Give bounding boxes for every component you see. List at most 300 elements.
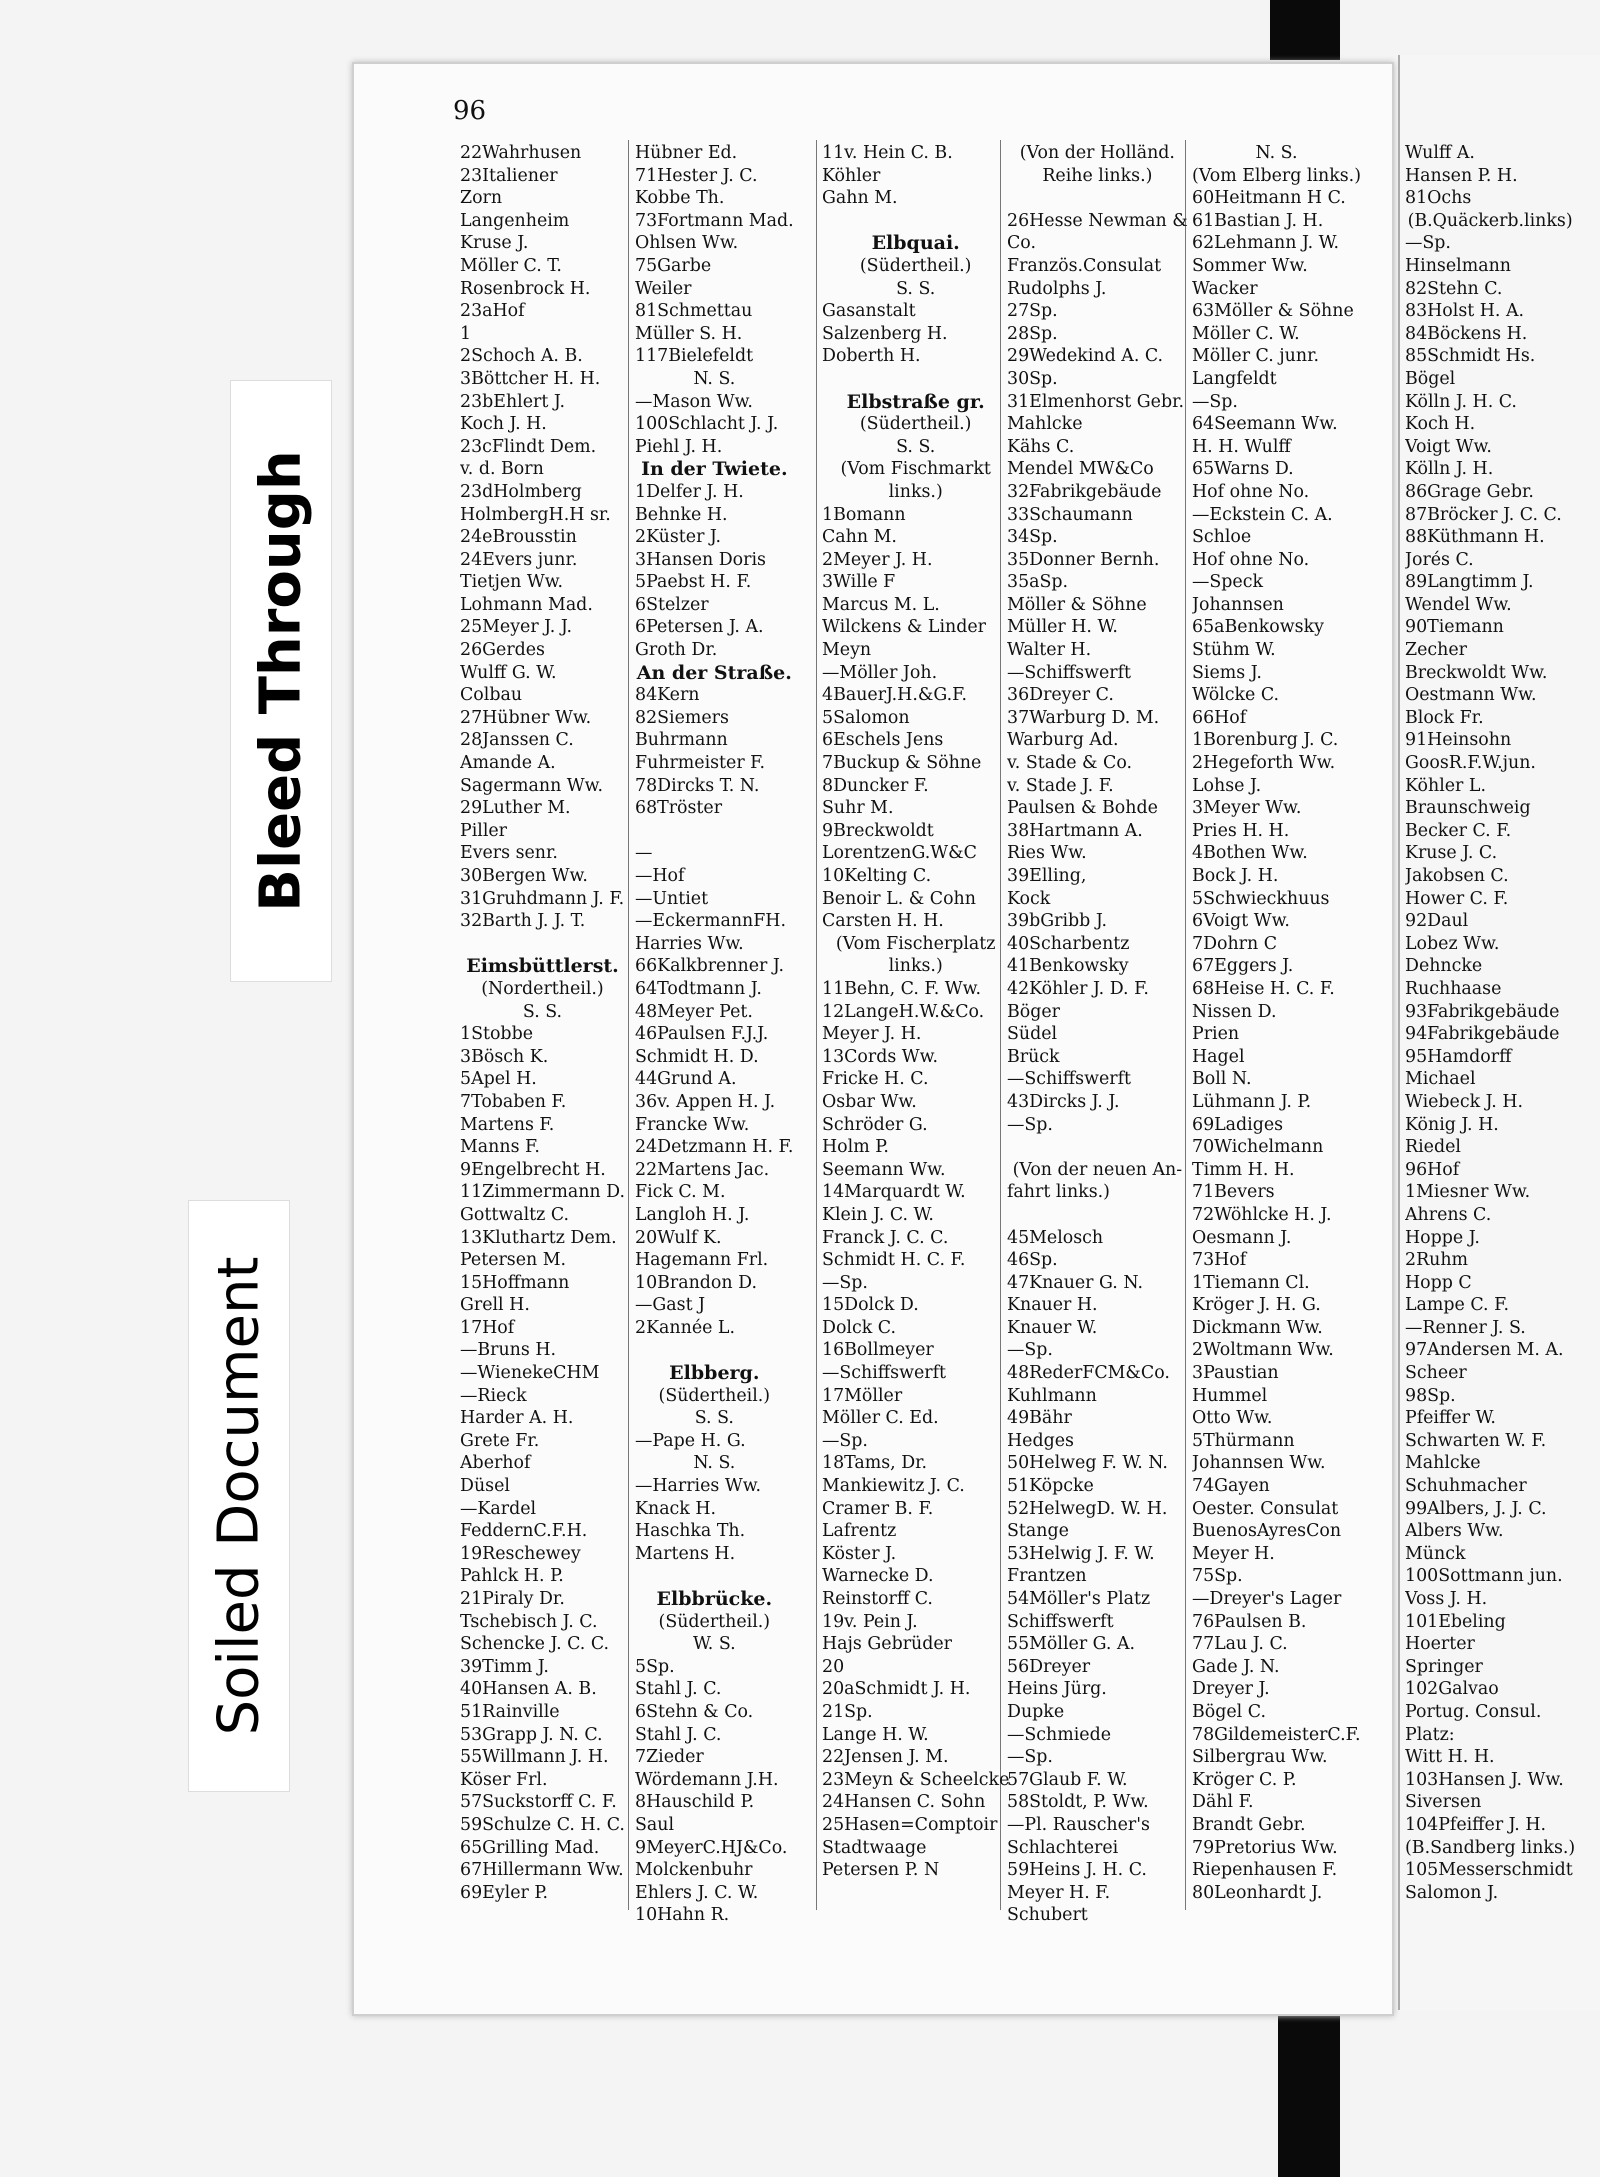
- directory-entry: 5Paebst H. F.: [635, 572, 752, 593]
- directory-entry: Ries Ww.: [1007, 843, 1087, 864]
- directory-entry: 23cFlindt Dem.: [460, 436, 597, 457]
- directory-entry: Möller C. Ed.: [822, 1408, 939, 1429]
- directory-entry: 5Thürmann: [1192, 1430, 1295, 1451]
- directory-column-1: [460, 142, 625, 1904]
- directory-entry: [1007, 1204, 1188, 1227]
- directory-entry: 2Küster J.: [635, 527, 722, 548]
- directory-entry: Kobbe Th.: [635, 188, 725, 209]
- directory-entry: 9Breckwoldt: [822, 820, 934, 841]
- directory-entry: 84Kern: [635, 685, 700, 706]
- directory-entry: [635, 1565, 794, 1588]
- bleed-through-text: Bleed Through: [248, 450, 314, 912]
- directory-entry: 31Gruhdmann J. F.: [460, 888, 625, 909]
- directory-entry: 5Sp.: [635, 1656, 675, 1677]
- directory-entry: 51Köpcke: [1007, 1476, 1094, 1497]
- directory-entry: 83Holst H. A.: [1405, 301, 1525, 322]
- directory-entry: 8Duncker F.: [822, 775, 929, 796]
- directory-entry: 62Lehmann J. W.: [1192, 233, 1339, 254]
- directory-entry: 53Helwig J. F. W.: [1007, 1543, 1155, 1564]
- directory-entry: fahrt links.): [1007, 1182, 1110, 1203]
- directory-entry: Schlachterei: [1007, 1837, 1119, 1858]
- directory-entry: 85Schmidt Hs.: [1405, 346, 1536, 367]
- directory-entry: 23aHof: [460, 301, 525, 322]
- directory-entry: 27Hübner Ww.: [460, 707, 592, 728]
- directory-entry: Molckenbuhr: [635, 1860, 753, 1881]
- directory-entry: Portug. Consul.: [1405, 1701, 1542, 1722]
- directory-entry: —Schiffswerft: [1007, 662, 1132, 683]
- directory-entry: 22Martens Jac.: [635, 1159, 770, 1180]
- directory-entry: (Nordertheil.): [481, 978, 604, 999]
- directory-entry: 22Wahrhusen: [460, 143, 582, 163]
- directory-entry: —Schiffswerft: [1007, 1069, 1132, 1090]
- directory-entry: 41Benkowsky: [1007, 956, 1129, 977]
- directory-entry: 99Albers, J. J. C.: [1405, 1498, 1547, 1519]
- directory-entry: 2Kannée L.: [635, 1317, 736, 1338]
- directory-entry: Lampe C. F.: [1405, 1295, 1509, 1316]
- directory-entry: 5Schwieckhuus: [1192, 888, 1330, 909]
- directory-entry: 88Küthmann H.: [1405, 527, 1545, 548]
- directory-entry: Suhr M.: [822, 798, 894, 819]
- directory-entry: Haschka Th.: [635, 1521, 746, 1542]
- directory-entry: Johannsen Ww.: [1192, 1453, 1326, 1474]
- directory-entry: Meyer H. F.: [1007, 1882, 1111, 1903]
- directory-entry: 24Detzmann H. F.: [635, 1137, 794, 1158]
- directory-entry: Hagel: [1192, 1046, 1245, 1067]
- directory-entry: —Hof: [635, 866, 685, 886]
- soiled-document-label: [188, 1200, 290, 1792]
- directory-entry: —Sp.: [1007, 1114, 1053, 1135]
- directory-entry: Münck: [1405, 1543, 1466, 1564]
- directory-entry: 58Stoldt, P. Ww.: [1007, 1792, 1149, 1813]
- directory-entry: Stange: [1007, 1521, 1069, 1542]
- directory-entry: Südel: [1007, 1024, 1058, 1045]
- directory-entry: 90Tiemann: [1405, 617, 1504, 638]
- directory-entry: 117Bielefeldt: [635, 346, 754, 367]
- directory-entry: 56Dreyer: [1007, 1656, 1091, 1677]
- directory-entry: —Bruns H.: [460, 1340, 557, 1361]
- directory-entry: 35Donner Bernh.: [1007, 549, 1160, 570]
- directory-entry: 57Suckstorff C. F.: [460, 1792, 617, 1813]
- directory-entry: Marcus M. L.: [822, 594, 940, 615]
- directory-entry: Warburg Ad.: [1007, 730, 1119, 751]
- directory-entry: 10Hahn R.: [635, 1905, 730, 1926]
- directory-entry: Knauer W.: [1007, 1317, 1098, 1338]
- directory-entry: —: [635, 843, 653, 864]
- directory-entry: (Südertheil.): [859, 255, 972, 276]
- directory-entry: 3Bösch K.: [460, 1046, 549, 1067]
- directory-entry: Meyer J. H.: [822, 1024, 922, 1045]
- directory-entry: 81Ochs: [1405, 188, 1472, 209]
- directory-entry: Bögel: [1405, 368, 1456, 389]
- directory-entry: 67Hillermann Ww.: [460, 1860, 624, 1881]
- directory-entry: 72Wöhlcke H. J.: [1192, 1204, 1332, 1225]
- directory-entry: Prien: [1192, 1024, 1240, 1045]
- directory-entry: Kölln J. H. C.: [1405, 391, 1517, 412]
- directory-entry: —EckermannFH.: [635, 911, 786, 932]
- directory-entry: —Sp.: [822, 1430, 868, 1451]
- directory-entry: 64Todtmann J.: [635, 978, 762, 999]
- directory-entry: H. H. Wulff: [1192, 436, 1291, 457]
- directory-entry: Timm H. H.: [1192, 1159, 1295, 1180]
- directory-entry: Salzenberg H.: [822, 323, 948, 344]
- directory-entry: 102Galvao: [1405, 1679, 1499, 1700]
- directory-entry: Breckwoldt Ww.: [1405, 662, 1548, 683]
- directory-entry: W. S.: [692, 1634, 736, 1655]
- directory-entry: 29Luther M.: [460, 798, 571, 819]
- directory-entry: 32Fabrikgebäude: [1007, 481, 1162, 502]
- directory-entry: Bock J. H.: [1192, 866, 1279, 886]
- directory-entry: 54Möller's Platz: [1007, 1589, 1151, 1609]
- directory-entry: Petersen M.: [460, 1250, 567, 1271]
- directory-entry: 24Evers junr.: [460, 549, 578, 570]
- directory-entry: —Gast J: [635, 1295, 706, 1316]
- directory-entry: 21Sp.: [822, 1701, 873, 1722]
- directory-entry: 67Eggers J.: [1192, 956, 1294, 977]
- directory-entry: 48Meyer Pet.: [635, 1001, 753, 1022]
- directory-entry: 63Möller & Söhne: [1192, 301, 1354, 322]
- directory-entry: 29Wedekind A. C.: [1007, 346, 1164, 367]
- directory-entry: 11v. Hein C. B.: [822, 143, 953, 163]
- directory-entry: 20Wulf K.: [635, 1227, 722, 1248]
- directory-entry: Ehlers J. C. W.: [635, 1882, 759, 1903]
- directory-entry: (Südertheil.): [859, 414, 972, 435]
- directory-entry: Schuhmacher: [1405, 1476, 1527, 1497]
- directory-entry: 50Helweg F. W. N.: [1007, 1453, 1168, 1474]
- directory-entry: links.): [888, 481, 943, 502]
- directory-entry: Walter H.: [1007, 640, 1092, 661]
- column-divider: [628, 140, 629, 1910]
- directory-entry: 32Barth J. J. T.: [460, 911, 586, 932]
- directory-entry: Hedges: [1007, 1430, 1074, 1451]
- directory-entry: 6Eschels Jens: [822, 730, 944, 751]
- directory-entry: Elbquai.: [871, 232, 960, 255]
- directory-entry: Siversen: [1405, 1792, 1482, 1813]
- directory-entry: Braunschweig: [1405, 798, 1531, 819]
- directory-entry: Riepenhausen F.: [1192, 1860, 1338, 1881]
- directory-entry: 7Buckup & Söhne: [822, 753, 982, 774]
- directory-entry: Schmidt H. C. F.: [822, 1250, 966, 1271]
- directory-entry: Cahn M.: [822, 527, 897, 548]
- directory-entry: Köser Frl.: [460, 1769, 548, 1790]
- directory-entry: Kölln J. H.: [1405, 459, 1494, 480]
- directory-entry: 75Garbe: [635, 255, 712, 276]
- directory-entry: links.): [888, 956, 943, 977]
- directory-entry: —Sp.: [822, 1272, 868, 1293]
- directory-entry: 103Hansen J. Ww.: [1405, 1769, 1564, 1790]
- directory-entry: 27Sp.: [1007, 301, 1058, 322]
- directory-entry: 25Meyer J. J.: [460, 617, 573, 638]
- directory-entry: Kröger C. P.: [1192, 1769, 1297, 1790]
- directory-entry: Mahlcke: [1007, 414, 1083, 435]
- directory-entry: 3Paustian: [1192, 1363, 1279, 1384]
- directory-entry: —Pape H. G.: [635, 1430, 746, 1451]
- directory-entry: Möller C. W.: [1192, 323, 1300, 344]
- directory-entry: 79Pretorius Ww.: [1192, 1837, 1338, 1858]
- directory-entry: 104Pfeiffer J. H.: [1405, 1814, 1547, 1835]
- directory-entry: 45Melosch: [1007, 1227, 1104, 1248]
- directory-entry: 10Brandon D.: [635, 1272, 757, 1293]
- directory-entry: Dreyer J.: [1192, 1679, 1270, 1700]
- directory-entry: —Speck: [1192, 572, 1264, 593]
- directory-entry: Johannsen: [1192, 594, 1284, 615]
- directory-entry: 100Sottmann jun.: [1405, 1566, 1563, 1587]
- directory-entry: Möller & Söhne: [1007, 594, 1147, 615]
- directory-entry: Frantzen: [1007, 1566, 1087, 1587]
- directory-entry: Manns F.: [460, 1137, 540, 1158]
- directory-entry: [635, 820, 794, 843]
- directory-entry: Voss J. H.: [1405, 1589, 1488, 1609]
- directory-entry: —Sp.: [1405, 233, 1451, 254]
- directory-entry: Francke Ww.: [635, 1114, 750, 1135]
- directory-entry: Wördemann J.H.: [635, 1769, 779, 1790]
- directory-entry: 7Tobaben F.: [460, 1091, 567, 1112]
- directory-column-6: [1405, 142, 1575, 1904]
- directory-entry: 80Leonhardt J.: [1192, 1882, 1323, 1903]
- directory-entry: 10Kelting C.: [822, 866, 932, 886]
- directory-entry: Zecher: [1405, 640, 1467, 661]
- directory-entry: [460, 933, 625, 956]
- directory-entry: 24eBrousstin: [460, 527, 577, 548]
- directory-entry: 6Petersen J. A.: [635, 617, 764, 638]
- directory-entry: 35aSp.: [1007, 572, 1069, 593]
- directory-entry: —Eckstein C. A.: [1192, 504, 1333, 525]
- directory-entry: N. S.: [1255, 143, 1298, 163]
- directory-entry: 23dHolmberg: [460, 481, 582, 502]
- directory-entry: 7Zieder: [635, 1747, 704, 1768]
- directory-entry: 53Grapp J. N. C.: [460, 1724, 603, 1745]
- directory-entry: 40Scharbentz: [1007, 933, 1130, 954]
- directory-entry: Lobez Ww.: [1405, 933, 1500, 954]
- directory-column-3: [822, 142, 1009, 1882]
- directory-entry: 77Lau J. C.: [1192, 1634, 1288, 1655]
- directory-entry: Hoppe J.: [1405, 1227, 1480, 1248]
- directory-entry: Fricke H. C.: [822, 1069, 929, 1090]
- directory-entry: 30Bergen Ww.: [460, 866, 588, 886]
- directory-entry: 9MeyerC.HJ&Co.: [635, 1837, 788, 1858]
- directory-entry: 1Miesner Ww.: [1405, 1182, 1531, 1203]
- directory-entry: 60Heitmann H C.: [1192, 188, 1346, 209]
- directory-entry: v. Stade J. F.: [1007, 775, 1114, 796]
- directory-entry: 65Warns D.: [1192, 459, 1294, 480]
- directory-entry: 59Heins J. H. C.: [1007, 1860, 1147, 1881]
- directory-entry: Bögel C.: [1192, 1701, 1266, 1722]
- directory-entry: 23Italiener: [460, 165, 558, 186]
- directory-entry: HolmbergH.H sr.: [460, 504, 611, 525]
- directory-entry: Buhrmann: [635, 730, 728, 751]
- directory-entry: Becker C. F.: [1405, 820, 1512, 841]
- directory-entry: 2Ruhm: [1405, 1250, 1469, 1271]
- directory-entry: Michael: [1405, 1069, 1476, 1090]
- directory-entry: Benoir L. & Cohn: [822, 888, 976, 909]
- directory-entry: Müller S. H.: [635, 323, 743, 344]
- directory-entry: Martens F.: [460, 1114, 555, 1135]
- directory-entry: Französ.Consulat: [1007, 255, 1162, 276]
- directory-entry: Aberhof: [460, 1453, 531, 1474]
- directory-entry: 3Böttcher H. H.: [460, 368, 601, 389]
- directory-entry: 19v. Pein J.: [822, 1611, 918, 1632]
- directory-entry: 47Knauer G. N.: [1007, 1272, 1143, 1293]
- directory-entry: [822, 210, 1009, 233]
- directory-entry: Lange H. W.: [822, 1724, 929, 1745]
- directory-entry: Lafrentz: [822, 1521, 897, 1542]
- directory-entry: 40Hansen A. B.: [460, 1679, 597, 1700]
- directory-entry: Hof ohne No.: [1192, 481, 1310, 502]
- directory-entry: (Vom Fischmarkt: [840, 459, 991, 480]
- directory-entry: Fuhrmeister F.: [635, 753, 766, 774]
- directory-entry: Jorés C.: [1405, 549, 1474, 570]
- directory-entry: Grete Fr.: [460, 1430, 540, 1451]
- directory-entry: Koch H.: [1405, 414, 1476, 435]
- directory-entry: 38Hartmann A.: [1007, 820, 1143, 841]
- directory-entry: 4Bothen Ww.: [1192, 843, 1308, 864]
- directory-entry: Rudolphs J.: [1007, 278, 1107, 299]
- directory-entry: 71Hester J. C.: [635, 165, 758, 186]
- directory-entry: 46Sp.: [1007, 1250, 1058, 1271]
- directory-entry: Stahl J. C.: [635, 1679, 722, 1700]
- directory-entry: 78Dircks T. N.: [635, 775, 760, 796]
- directory-entry: Mendel MW&Co: [1007, 459, 1154, 480]
- directory-entry: Lohmann Mad.: [460, 594, 593, 615]
- directory-entry: Mankiewitz J. C.: [822, 1476, 965, 1497]
- directory-entry: 11Behn, C. F. Ww.: [822, 978, 982, 999]
- directory-entry: S. S.: [522, 1001, 563, 1022]
- directory-entry: 42Köhler J. D. F.: [1007, 978, 1149, 999]
- directory-entry: Kock: [1007, 888, 1051, 909]
- directory-entry: Pfeiffer W.: [1405, 1408, 1496, 1429]
- directory-entry: Hinselmann: [1405, 255, 1511, 276]
- directory-entry: Langloh H. J.: [635, 1204, 750, 1225]
- directory-entry: Dehncke: [1405, 956, 1483, 977]
- directory-entry: Sommer Ww.: [1192, 255, 1308, 276]
- directory-entry: 49Bähr: [1007, 1408, 1072, 1429]
- directory-entry: Voigt Ww.: [1405, 436, 1492, 457]
- directory-entry: Stahl J. C.: [635, 1724, 722, 1745]
- directory-entry: Ohlsen Ww.: [635, 233, 739, 254]
- directory-entry: Osbar Ww.: [822, 1091, 917, 1112]
- directory-entry: 97Andersen M. A.: [1405, 1340, 1564, 1361]
- directory-entry: 73Hof: [1192, 1250, 1247, 1271]
- directory-entry: 1Stobbe: [460, 1024, 533, 1045]
- directory-entry: 36Dreyer C.: [1007, 685, 1114, 706]
- directory-entry: 68Heise H. C. F.: [1192, 978, 1335, 999]
- directory-entry: 11Zimmermann D.: [460, 1182, 625, 1203]
- directory-entry: 9Engelbrecht H.: [460, 1159, 606, 1180]
- directory-entry: Gade J. N.: [1192, 1656, 1280, 1677]
- directory-entry: Brück: [1007, 1046, 1060, 1067]
- directory-entry: Gasanstalt: [822, 301, 916, 322]
- directory-entry: 59Schulze C. H. C.: [460, 1814, 625, 1835]
- directory-entry: 23Meyn & Scheelcke: [822, 1769, 1010, 1790]
- directory-entry: König J. H.: [1405, 1114, 1499, 1135]
- directory-entry: Koch J. H.: [460, 414, 547, 435]
- directory-entry: Tschebisch J. C.: [460, 1611, 598, 1632]
- directory-entry: Oestmann Ww.: [1405, 685, 1537, 706]
- directory-entry: Reihe links.): [1042, 165, 1153, 186]
- directory-entry: (Südertheil.): [658, 1611, 771, 1632]
- directory-entry: 5Salomon: [822, 707, 910, 728]
- directory-entry: 4BauerJ.H.&G.F.: [822, 685, 968, 706]
- directory-entry: Fick C. M.: [635, 1182, 726, 1203]
- directory-entry: Hagemann Frl.: [635, 1250, 769, 1271]
- directory-entry: 71Bevers: [1192, 1182, 1275, 1203]
- directory-entry: 48RederFCM&Co.: [1007, 1363, 1170, 1384]
- directory-entry: Meyer H.: [1192, 1543, 1275, 1564]
- directory-entry: Warnecke D.: [822, 1566, 934, 1587]
- directory-entry: Reinstorff C.: [822, 1589, 933, 1609]
- directory-entry: —Möller Joh.: [822, 662, 938, 683]
- directory-entry: Kröger J. H. G.: [1192, 1295, 1321, 1316]
- directory-entry: Stühm W.: [1192, 640, 1276, 661]
- directory-entry: —Sp.: [1007, 1340, 1053, 1361]
- directory-entry: 70Wichelmann: [1192, 1137, 1324, 1158]
- directory-entry: —Pl. Rauscher's: [1007, 1814, 1150, 1835]
- directory-entry: 28Sp.: [1007, 323, 1058, 344]
- directory-entry: 74Gayen: [1192, 1476, 1270, 1497]
- directory-entry: (Vom Fischerplatz: [835, 933, 996, 954]
- directory-entry: —Schiffswerft: [822, 1363, 947, 1384]
- directory-entry: Elbbrücke.: [656, 1588, 773, 1610]
- directory-entry: Kuhlmann: [1007, 1385, 1097, 1406]
- directory-entry: Co.: [1007, 233, 1036, 254]
- directory-entry: 1: [460, 323, 472, 344]
- directory-entry: 17Hof: [460, 1317, 515, 1338]
- directory-entry: Pahlck H. P.: [460, 1566, 564, 1587]
- directory-entry: Schröder G.: [822, 1114, 928, 1135]
- directory-entry: Nissen D.: [1192, 1001, 1277, 1022]
- directory-entry: Hower C. F.: [1405, 888, 1509, 909]
- directory-entry: Schmidt H. D.: [635, 1046, 759, 1067]
- directory-entry: Hoerter: [1405, 1634, 1475, 1655]
- directory-entry: 1Bomann: [822, 504, 906, 525]
- directory-entry: Böger: [1007, 1001, 1060, 1022]
- directory-entry: 43Dircks J. J.: [1007, 1091, 1120, 1112]
- directory-entry: 51Rainville: [460, 1701, 560, 1722]
- directory-column-5: [1192, 142, 1361, 1904]
- directory-entry: Amande A.: [460, 753, 556, 774]
- directory-entry: Köster J.: [822, 1543, 897, 1564]
- directory-entry: 28Janssen C.: [460, 730, 574, 751]
- directory-entry: LorentzenG.W&C: [822, 843, 977, 864]
- directory-entry: Kähs C.: [1007, 436, 1075, 457]
- directory-entry: Jakobsen C.: [1405, 866, 1509, 886]
- directory-entry: Grell H.: [460, 1295, 530, 1316]
- directory-entry: S. S.: [694, 1408, 734, 1429]
- directory-entry: 31Elmenhorst Gebr.: [1007, 391, 1185, 412]
- directory-entry: Saul: [635, 1814, 675, 1835]
- directory-entry: Paulsen & Bohde: [1007, 798, 1158, 819]
- directory-entry: 12LangeH.W.&Co.: [822, 1001, 985, 1022]
- directory-entry: 61Bastian J. H.: [1192, 210, 1324, 231]
- directory-entry: Gahn M.: [822, 188, 898, 209]
- directory-entry: Gottwaltz C.: [460, 1204, 570, 1225]
- directory-entry: 39Timm J.: [460, 1656, 549, 1677]
- directory-entry: 33Schaumann: [1007, 504, 1133, 525]
- directory-entry: Ahrens C.: [1405, 1204, 1492, 1225]
- directory-entry: —Dreyer's Lager: [1192, 1589, 1342, 1609]
- directory-entry: Dickmann Ww.: [1192, 1317, 1323, 1338]
- directory-entry: —Rieck: [460, 1385, 527, 1406]
- directory-entry: —Untiet: [635, 888, 709, 909]
- directory-entry: 39bGribb J.: [1007, 911, 1107, 932]
- directory-entry: Stadtwaage: [822, 1837, 927, 1858]
- directory-entry: 91Heinsohn: [1405, 730, 1512, 751]
- directory-entry: 16Bollmeyer: [822, 1340, 934, 1361]
- directory-entry: 101Ebeling: [1405, 1611, 1506, 1632]
- directory-entry: 92Daul: [1405, 911, 1469, 932]
- directory-entry: Riedel: [1405, 1137, 1461, 1158]
- directory-entry: Holm P.: [822, 1137, 889, 1158]
- directory-entry: Heins Jürg.: [1007, 1679, 1107, 1700]
